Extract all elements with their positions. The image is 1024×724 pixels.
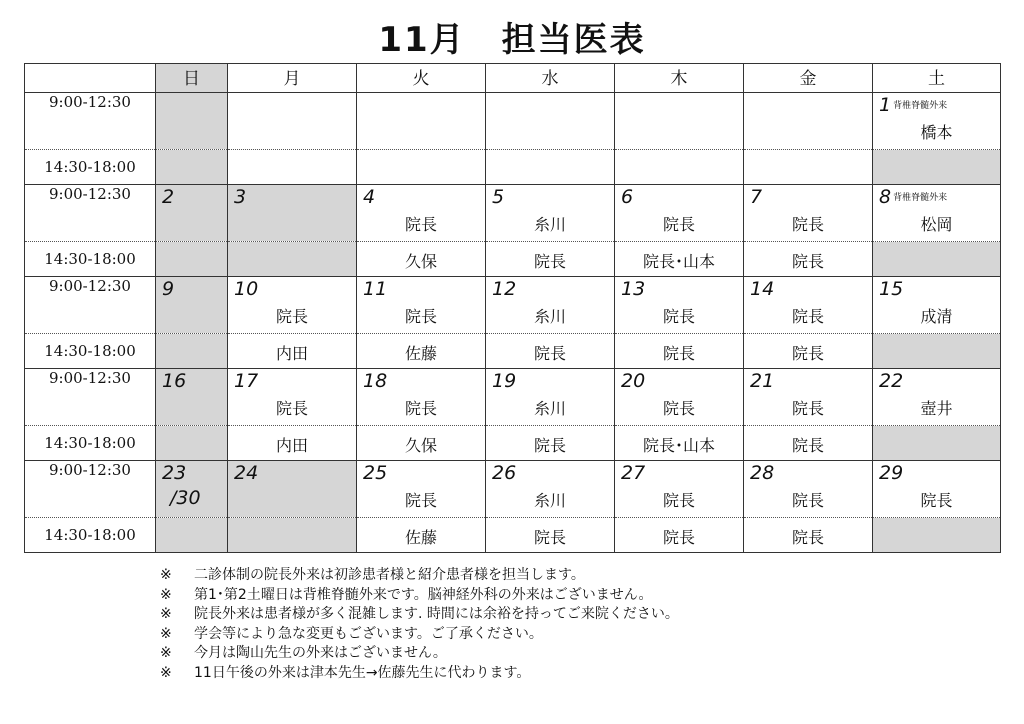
weekday-header-row bbox=[25, 64, 1001, 93]
doctor-name: 院長 bbox=[533, 528, 566, 547]
date-number bbox=[492, 463, 516, 483]
pm-time-label: 14:30-18:00 bbox=[25, 334, 156, 369]
note-item bbox=[160, 664, 679, 684]
am-cell-fri bbox=[744, 185, 873, 242]
doctor-name: 院長 bbox=[662, 344, 695, 363]
date-number-value: 21 bbox=[750, 370, 775, 392]
header-corner bbox=[25, 64, 156, 93]
doctor-name: 院長 bbox=[662, 307, 695, 326]
am-cell-tue bbox=[357, 277, 486, 334]
pm-cell-fri bbox=[744, 426, 873, 461]
date-number-value: 26 bbox=[492, 462, 517, 484]
date-number bbox=[363, 371, 387, 391]
schedule-table bbox=[24, 63, 1001, 553]
pm-cell-wed bbox=[486, 518, 615, 553]
pm-cell-thu bbox=[615, 242, 744, 277]
date-number-value: 20 bbox=[621, 370, 646, 392]
doctor-name: 糸川 bbox=[533, 215, 566, 234]
pm-row bbox=[25, 150, 1001, 185]
am-cell-fri bbox=[744, 93, 873, 150]
am-cell-tue bbox=[357, 369, 486, 426]
note-item bbox=[160, 644, 679, 664]
am-time-label: 9:00-12:30 bbox=[25, 461, 156, 518]
pm-cell-wed bbox=[486, 150, 615, 185]
doctor-name: 院長 bbox=[404, 399, 437, 418]
pm-cell-wed bbox=[486, 242, 615, 277]
date-number bbox=[234, 371, 258, 391]
am-cell-sun bbox=[156, 461, 228, 518]
am-row bbox=[25, 93, 1001, 150]
pm-time-label: 14:30-18:00 bbox=[25, 426, 156, 461]
pm-cell-sat bbox=[873, 426, 1001, 461]
date-number bbox=[162, 463, 186, 483]
date-number-value: 12 bbox=[492, 278, 517, 300]
date-number-value: 18 bbox=[363, 370, 388, 392]
note-mark: ※ bbox=[160, 625, 172, 642]
doctor-name: 院長 bbox=[920, 491, 953, 510]
date-number bbox=[162, 279, 174, 299]
date-number bbox=[363, 187, 375, 207]
doctor-name: 松岡 bbox=[920, 215, 953, 234]
note-text: 院長外来は患者様が多く混雑します. 時間には余裕を持ってご来院ください。 bbox=[194, 606, 679, 622]
date-number bbox=[492, 187, 504, 207]
date-number bbox=[234, 279, 258, 299]
doctor-name: 内田 bbox=[275, 436, 308, 455]
date-number-value: 9 bbox=[162, 278, 175, 300]
pm-cell-thu bbox=[615, 150, 744, 185]
date-number bbox=[492, 371, 516, 391]
pm-cell-mon bbox=[228, 242, 357, 277]
pm-cell-tue bbox=[357, 150, 486, 185]
doctor-name: 糸川 bbox=[533, 399, 566, 418]
doctor-name: 院長 bbox=[662, 399, 695, 418]
weekday-wed: 水 bbox=[486, 64, 615, 93]
pm-cell-tue bbox=[357, 518, 486, 553]
am-row bbox=[25, 277, 1001, 334]
date-number bbox=[621, 187, 633, 207]
date-number bbox=[234, 187, 246, 207]
am-cell-sat bbox=[873, 369, 1001, 426]
doctor-name: 院長 bbox=[533, 344, 566, 363]
date-number-value: 22 bbox=[879, 370, 904, 392]
pm-cell-fri bbox=[744, 242, 873, 277]
date-number-value: 23 bbox=[162, 462, 187, 484]
am-cell-mon bbox=[228, 369, 357, 426]
pm-cell-sat bbox=[873, 242, 1001, 277]
note-text: 第1･第2土曜日は背椎脊髄外来です。脳神経外科の外来はございません。 bbox=[194, 586, 653, 603]
doctor-name: 橋本 bbox=[920, 123, 953, 142]
date-number-value: 2 bbox=[162, 186, 175, 208]
am-time-label: 9:00-12:30 bbox=[25, 185, 156, 242]
pm-cell-tue bbox=[357, 242, 486, 277]
date-number bbox=[879, 279, 903, 299]
date-number-value: 15 bbox=[879, 278, 904, 300]
doctor-name: 院長 bbox=[533, 252, 566, 271]
pm-cell-wed bbox=[486, 426, 615, 461]
pm-row bbox=[25, 518, 1001, 553]
doctor-name: 院長 bbox=[662, 491, 695, 510]
pm-cell-mon bbox=[228, 426, 357, 461]
weekday-fri: 金 bbox=[744, 64, 873, 93]
am-cell-tue bbox=[357, 185, 486, 242]
pm-cell-sat bbox=[873, 334, 1001, 369]
am-row bbox=[25, 369, 1001, 426]
doctor-name: 院長 bbox=[404, 491, 437, 510]
date-number-value: 8 bbox=[879, 186, 892, 208]
am-cell-wed bbox=[486, 369, 615, 426]
date-number-value: 17 bbox=[234, 370, 259, 392]
date-number-value: 1 bbox=[879, 94, 892, 116]
date-number-value: 4 bbox=[363, 186, 376, 208]
note-mark: ※ bbox=[160, 586, 172, 603]
am-cell-mon bbox=[228, 185, 357, 242]
weekday-sun: 日 bbox=[156, 64, 228, 93]
page-title: 11月 担当医表 bbox=[378, 20, 646, 60]
pm-cell-sat bbox=[873, 150, 1001, 185]
am-cell-thu bbox=[615, 277, 744, 334]
note-mark: ※ bbox=[160, 664, 172, 681]
am-cell-sat bbox=[873, 461, 1001, 518]
am-cell-fri bbox=[744, 277, 873, 334]
date-number bbox=[162, 187, 174, 207]
doctor-name: 佐藤 bbox=[404, 528, 437, 547]
date-number bbox=[750, 187, 762, 207]
doctor-name: 院長･山本 bbox=[642, 436, 715, 455]
doctor-name: 院長 bbox=[791, 399, 824, 418]
am-cell-wed bbox=[486, 277, 615, 334]
date-number-value: 13 bbox=[621, 278, 646, 300]
doctor-name: 院長 bbox=[791, 307, 824, 326]
note-item bbox=[160, 605, 679, 625]
note-item bbox=[160, 586, 679, 606]
doctor-name: 院長 bbox=[662, 215, 695, 234]
am-row bbox=[25, 185, 1001, 242]
date-number-second: /30 bbox=[170, 487, 201, 509]
am-cell-tue bbox=[357, 93, 486, 150]
note-mark: ※ bbox=[160, 606, 172, 622]
pm-row bbox=[25, 426, 1001, 461]
am-cell-sun bbox=[156, 93, 228, 150]
date-number bbox=[879, 371, 903, 391]
weekday-sat: 土 bbox=[873, 64, 1001, 93]
doctor-name: 院長 bbox=[791, 252, 824, 271]
doctor-name: 院長 bbox=[275, 307, 308, 326]
date-number-value: 11 bbox=[363, 278, 388, 300]
note-text: 今月は陶山先生の外来はございません。 bbox=[194, 645, 447, 661]
am-cell-wed bbox=[486, 185, 615, 242]
doctor-name: 久保 bbox=[404, 436, 437, 455]
am-row bbox=[25, 461, 1001, 518]
date-number bbox=[234, 463, 258, 483]
pm-cell-sat bbox=[873, 518, 1001, 553]
clinic-type-label: 背椎脊髄外来 bbox=[893, 100, 948, 111]
am-cell-thu bbox=[615, 185, 744, 242]
am-cell-fri bbox=[744, 461, 873, 518]
date-number bbox=[750, 463, 774, 483]
pm-time-label: 14:30-18:00 bbox=[25, 242, 156, 277]
pm-cell-mon bbox=[228, 518, 357, 553]
doctor-name: 糸川 bbox=[533, 491, 566, 510]
pm-cell-tue bbox=[357, 426, 486, 461]
pm-row bbox=[25, 242, 1001, 277]
doctor-name: 院長 bbox=[791, 215, 824, 234]
pm-cell-thu bbox=[615, 518, 744, 553]
doctor-name: 壺井 bbox=[920, 399, 953, 418]
date-number bbox=[363, 463, 387, 483]
am-cell-sun bbox=[156, 369, 228, 426]
am-time-label: 9:00-12:30 bbox=[25, 93, 156, 150]
pm-cell-sun bbox=[156, 426, 228, 461]
am-cell-sat bbox=[873, 277, 1001, 334]
pm-cell-fri bbox=[744, 518, 873, 553]
date-number-value: 3 bbox=[234, 186, 247, 208]
date-number bbox=[621, 371, 645, 391]
pm-cell-thu bbox=[615, 426, 744, 461]
date-number bbox=[621, 279, 645, 299]
pm-cell-mon bbox=[228, 334, 357, 369]
am-cell-wed bbox=[486, 93, 615, 150]
date-number-value: 6 bbox=[621, 186, 634, 208]
doctor-name: 内田 bbox=[275, 344, 308, 363]
doctor-name: 院長 bbox=[791, 436, 824, 455]
weekday-mon: 月 bbox=[228, 64, 357, 93]
date-number-value: 27 bbox=[621, 462, 646, 484]
pm-cell-fri bbox=[744, 150, 873, 185]
date-number-value: 16 bbox=[162, 370, 187, 392]
date-number bbox=[750, 371, 774, 391]
pm-row bbox=[25, 334, 1001, 369]
pm-cell-wed bbox=[486, 334, 615, 369]
doctor-name: 成清 bbox=[920, 307, 953, 326]
am-cell-wed bbox=[486, 461, 615, 518]
date-number bbox=[879, 187, 947, 208]
pm-cell-sun bbox=[156, 150, 228, 185]
pm-cell-sun bbox=[156, 518, 228, 553]
doctor-name: 院長 bbox=[791, 491, 824, 510]
doctor-name: 佐藤 bbox=[404, 344, 437, 363]
date-number bbox=[621, 463, 645, 483]
note-mark: ※ bbox=[160, 567, 172, 583]
note-text: 二診体制の院長外来は初診患者様と紹介患者様を担当します。 bbox=[194, 567, 585, 583]
doctor-name: 院長 bbox=[275, 399, 308, 418]
weekday-tue: 火 bbox=[357, 64, 486, 93]
pm-cell-mon bbox=[228, 150, 357, 185]
pm-cell-tue bbox=[357, 334, 486, 369]
date-number bbox=[363, 279, 387, 299]
date-number-value: 29 bbox=[879, 462, 904, 484]
date-number-value: 24 bbox=[234, 462, 259, 484]
date-number-value: 5 bbox=[492, 186, 505, 208]
doctor-name: 院長 bbox=[533, 436, 566, 455]
pm-time-label: 14:30-18:00 bbox=[25, 150, 156, 185]
note-text: 11日午後の外来は津本先生→佐藤先生に代わります。 bbox=[194, 664, 531, 681]
doctor-name: 院長 bbox=[404, 215, 437, 234]
doctor-name: 院長 bbox=[791, 528, 824, 547]
am-cell-thu bbox=[615, 461, 744, 518]
doctor-name: 糸川 bbox=[533, 307, 566, 326]
am-time-label: 9:00-12:30 bbox=[25, 277, 156, 334]
date-number-value: 19 bbox=[492, 370, 517, 392]
date-number bbox=[750, 279, 774, 299]
pm-cell-fri bbox=[744, 334, 873, 369]
am-cell-mon bbox=[228, 93, 357, 150]
date-number bbox=[162, 371, 186, 391]
doctor-name: 院長 bbox=[791, 344, 824, 363]
doctor-name: 院長 bbox=[662, 528, 695, 547]
weekday-thu: 木 bbox=[615, 64, 744, 93]
doctor-name: 久保 bbox=[404, 252, 437, 271]
am-cell-thu bbox=[615, 369, 744, 426]
pm-time-label: 14:30-18:00 bbox=[25, 518, 156, 553]
date-number-value: 25 bbox=[363, 462, 388, 484]
doctor-name: 院長 bbox=[404, 307, 437, 326]
am-cell-mon bbox=[228, 277, 357, 334]
date-number bbox=[879, 463, 903, 483]
am-cell-sat bbox=[873, 93, 1001, 150]
date-number-value: 28 bbox=[750, 462, 775, 484]
date-number bbox=[879, 95, 947, 116]
am-cell-thu bbox=[615, 93, 744, 150]
doctor-name: 院長･山本 bbox=[642, 252, 715, 271]
date-number-value: 10 bbox=[234, 278, 259, 300]
pm-cell-sun bbox=[156, 334, 228, 369]
date-number bbox=[492, 279, 516, 299]
note-item bbox=[160, 566, 679, 586]
pm-cell-thu bbox=[615, 334, 744, 369]
notes-list bbox=[160, 566, 679, 683]
am-cell-sat bbox=[873, 185, 1001, 242]
date-number-value: 7 bbox=[750, 186, 763, 208]
am-cell-fri bbox=[744, 369, 873, 426]
am-cell-tue bbox=[357, 461, 486, 518]
note-text: 学会等により急な変更もございます。ご了承ください。 bbox=[194, 625, 543, 642]
am-time-label: 9:00-12:30 bbox=[25, 369, 156, 426]
note-item bbox=[160, 625, 679, 645]
date-number-value: 14 bbox=[750, 278, 775, 300]
pm-cell-sun bbox=[156, 242, 228, 277]
am-cell-mon bbox=[228, 461, 357, 518]
am-cell-sun bbox=[156, 185, 228, 242]
clinic-type-label: 背椎脊髄外来 bbox=[893, 192, 948, 203]
am-cell-sun bbox=[156, 277, 228, 334]
note-mark: ※ bbox=[160, 645, 172, 661]
